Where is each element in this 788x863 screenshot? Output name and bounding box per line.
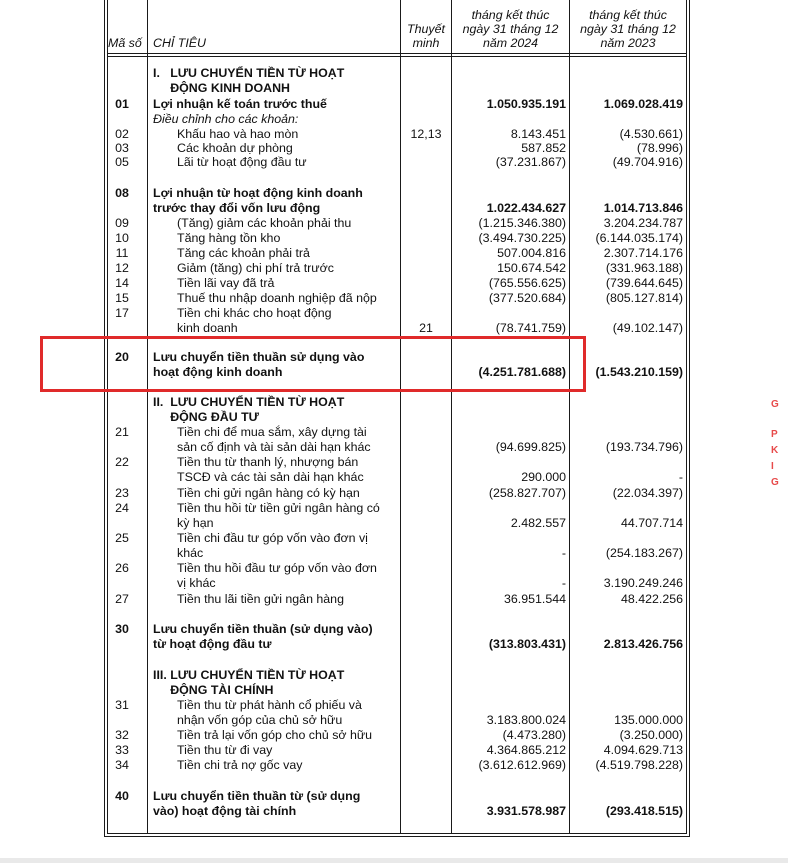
row-code: 33 <box>115 743 129 757</box>
value-2024: (78.741.759) <box>495 321 566 335</box>
value-2023: (193.734.796) <box>605 440 683 454</box>
value-2023: (805.127.814) <box>605 291 683 305</box>
row-code: 12 <box>115 261 129 275</box>
row-note: 21 <box>419 321 433 335</box>
row-label: Tiền thu từ thanh lý, nhượng bán <box>177 455 359 469</box>
row-label: Tiền thu hồi đầu tư góp vốn vào đơn <box>177 561 377 575</box>
row-label: Tiền thu từ đi vay <box>177 743 273 757</box>
value-2024: 150.674.542 <box>497 261 566 275</box>
value-2023: (4.519.798.228) <box>595 758 683 772</box>
row-note: 12,13 <box>410 127 442 141</box>
row-label: I. LƯU CHUYỂN TIỀN TỪ HOẠT <box>153 66 345 80</box>
header-2023-3: năm 2023 <box>600 36 656 50</box>
row-code: 02 <box>115 127 129 141</box>
row-code: 22 <box>115 455 129 469</box>
value-2023: 2.813.426.756 <box>603 637 683 651</box>
row-code: 31 <box>115 698 129 712</box>
value-2023: 3.190.249.246 <box>603 576 683 590</box>
value-2024: 1.050.935.191 <box>486 97 566 111</box>
table-bottom <box>104 836 690 837</box>
row-code: 05 <box>115 155 129 169</box>
row-code: 14 <box>115 276 129 290</box>
row-label: Tiền chi gửi ngân hàng có kỳ hạn <box>177 486 360 500</box>
row-label: Lãi từ hoạt động đầu tư <box>177 155 307 169</box>
col-divider-note <box>451 0 452 833</box>
row-code: 11 <box>115 246 129 260</box>
row-label: Tiền chi để mua sắm, xây dựng tài <box>177 425 367 439</box>
row-label: ĐỘNG ĐẦU TƯ <box>153 410 259 424</box>
value-2023: 135.000.000 <box>614 713 683 727</box>
row-label: Lợi nhuận từ hoạt động kinh doanh <box>153 186 363 200</box>
row-label: hoạt động kinh doanh <box>153 365 283 379</box>
table-right-border-inner <box>686 0 687 833</box>
header-item: CHỈ TIÊU <box>153 36 207 50</box>
value-2023: (78.996) <box>636 141 683 155</box>
value-2023: (739.644.645) <box>605 276 683 290</box>
value-2023: 1.014.713.846 <box>603 201 683 215</box>
row-code: 34 <box>115 758 129 772</box>
row-label: từ hoạt động đầu tư <box>153 637 272 651</box>
value-2024: (258.827.707) <box>488 486 566 500</box>
value-2024: (377.520.684) <box>488 291 566 305</box>
row-label: Tiền lãi vay đã trả <box>177 276 275 290</box>
row-label: Tăng các khoản phải trả <box>177 246 310 260</box>
row-label: vào) hoạt động tài chính <box>153 804 297 818</box>
row-label: TSCĐ và các tài sản dài hạn khác <box>177 470 364 484</box>
value-2023: 2.307.714.176 <box>603 246 683 260</box>
value-2023: (3.250.000) <box>619 728 683 742</box>
row-code: 09 <box>115 216 129 230</box>
page-bottom-edge <box>0 858 788 863</box>
row-code: 08 <box>115 186 129 200</box>
header-divider-2 <box>107 56 687 57</box>
row-code: 24 <box>115 501 129 515</box>
header-2024-1: tháng kết thúc <box>471 8 550 22</box>
stamp-letter: G <box>771 399 779 410</box>
value-2023: 48.422.256 <box>620 592 683 606</box>
row-code: 27 <box>115 592 129 606</box>
row-code: 10 <box>115 231 129 245</box>
header-2023-2: ngày 31 tháng 12 <box>580 22 676 36</box>
row-label: Tiền thu lãi tiền gửi ngân hàng <box>177 592 344 606</box>
row-label: Điều chỉnh cho các khoản: <box>153 112 299 126</box>
row-code: 21 <box>115 425 129 439</box>
value-2024: 2.482.557 <box>510 516 566 530</box>
header-note-2: minh <box>412 36 440 50</box>
value-2023: 1.069.028.419 <box>603 97 683 111</box>
row-label: Tiền thu từ phát hành cổ phiếu và <box>177 698 362 712</box>
row-label: Thuế thu nhập doanh nghiệp đã nộp <box>177 291 377 305</box>
row-label: Tiền chi khác cho hoạt động <box>177 306 332 320</box>
value-2023: (49.704.916) <box>612 155 683 169</box>
header-2024-3: năm 2024 <box>482 36 539 50</box>
row-code: 23 <box>115 486 129 500</box>
row-code: 30 <box>115 622 129 636</box>
value-2023: (254.183.267) <box>605 546 683 560</box>
row-label: kinh doanh <box>177 321 238 335</box>
value-2024: 3.931.578.987 <box>486 804 566 818</box>
value-2024: 1.022.434.627 <box>486 201 566 215</box>
value-2024: (4.473.280) <box>502 728 566 742</box>
header-code: Mã số <box>108 36 142 50</box>
value-2023: (1.543.210.159) <box>595 365 683 379</box>
row-label: Giảm (tăng) chi phí trả trước <box>177 261 334 275</box>
highlight-box <box>40 336 586 392</box>
value-2024: 290.000 <box>521 470 566 484</box>
row-code: 32 <box>115 728 129 742</box>
value-2023: (293.418.515) <box>605 804 683 818</box>
value-2024: 8.143.451 <box>510 127 566 141</box>
row-code: 25 <box>115 531 129 545</box>
table-left-border <box>104 0 105 836</box>
stamp-letter: P <box>771 429 778 440</box>
row-code: 20 <box>115 350 129 364</box>
value-2024: (37.231.867) <box>495 155 566 169</box>
value-2023: (4.530.661) <box>619 127 683 141</box>
header-divider <box>107 53 687 54</box>
row-label: khác <box>177 546 204 560</box>
row-label: sản cố định và tài sản dài hạn khác <box>177 440 371 454</box>
value-2024: (765.556.625) <box>488 276 566 290</box>
value-2024: (1.215.346.380) <box>478 216 566 230</box>
row-label: Lưu chuyển tiền thuần từ (sử dụng <box>153 789 361 803</box>
value-2024: (94.699.825) <box>495 440 566 454</box>
stamp-letter: I <box>771 461 774 472</box>
value-2023: 44.707.714 <box>620 516 683 530</box>
value-2023: 4.094.629.713 <box>603 743 683 757</box>
header-2023-1: tháng kết thúc <box>589 8 667 22</box>
value-2024: 3.183.800.024 <box>486 713 566 727</box>
row-label: nhận vốn góp của chủ sở hữu <box>177 713 343 727</box>
table-bottom-inner <box>107 833 687 834</box>
value-2024: 36.951.544 <box>503 592 566 606</box>
row-code: 26 <box>115 561 129 575</box>
row-code: 01 <box>115 97 129 111</box>
stamp-letter: K <box>771 445 779 456</box>
value-2024: 507.004.816 <box>497 246 566 260</box>
value-2023: (22.034.397) <box>612 486 683 500</box>
value-2024: - <box>561 576 566 590</box>
col-divider-2024 <box>569 0 570 833</box>
value-2023: 3.204.234.787 <box>603 216 683 230</box>
row-label: ĐỘNG KINH DOANH <box>153 81 290 95</box>
row-label: vị khác <box>177 576 216 590</box>
row-code: 15 <box>115 291 129 305</box>
row-label: Tiền trả lại vốn góp cho chủ sở hữu <box>177 728 373 742</box>
value-2024: (3.612.612.969) <box>478 758 566 772</box>
value-2023: (6.144.035.174) <box>595 231 683 245</box>
header-note-1: Thuyết <box>407 22 445 36</box>
value-2024: - <box>561 546 566 560</box>
row-label: (Tăng) giảm các khoản phải thu <box>177 216 352 230</box>
value-2024: 587.852 <box>521 141 566 155</box>
value-2023: - <box>678 470 683 484</box>
row-label: Tiền chi trả nợ gốc vay <box>177 758 303 772</box>
value-2024: (3.494.730.225) <box>478 231 566 245</box>
table-right-border <box>689 0 690 836</box>
row-label: Các khoản dự phòng <box>177 141 293 155</box>
row-code: 17 <box>115 306 129 320</box>
row-label: kỳ hạn <box>177 516 214 530</box>
row-label: trước thay đổi vốn lưu động <box>153 201 321 215</box>
value-2024: (313.803.431) <box>488 637 566 651</box>
value-2023: (331.963.188) <box>605 261 683 275</box>
row-label: II. LƯU CHUYỂN TIỀN TỪ HOẠT <box>153 395 345 409</box>
row-label: III. LƯU CHUYỂN TIỀN TỪ HOẠT <box>153 668 345 682</box>
row-label: Tăng hàng tồn kho <box>177 231 281 245</box>
value-2024: 4.364.865.212 <box>486 743 566 757</box>
stamp-letter: G <box>771 477 779 488</box>
row-label: ĐỘNG TÀI CHÍNH <box>153 683 274 697</box>
value-2024: (4.251.781.688) <box>478 365 566 379</box>
header-2024-2: ngày 31 tháng 12 <box>462 22 559 36</box>
row-label: Tiền chi đầu tư góp vốn vào đơn vị <box>177 531 368 545</box>
row-code: 03 <box>115 141 129 155</box>
row-label: Lưu chuyển tiền thuần (sử dụng vào) <box>153 622 373 636</box>
row-label: Lưu chuyển tiền thuần sử dụng vào <box>153 350 365 364</box>
row-code: 40 <box>115 789 129 803</box>
row-label: Lợi nhuận kế toán trước thuế <box>153 97 327 111</box>
value-2023: (49.102.147) <box>612 321 683 335</box>
row-label: Tiền thu hồi từ tiền gửi ngân hàng có <box>177 501 380 515</box>
row-label: Khấu hao và hao mòn <box>177 127 299 141</box>
col-divider-code <box>147 0 148 833</box>
